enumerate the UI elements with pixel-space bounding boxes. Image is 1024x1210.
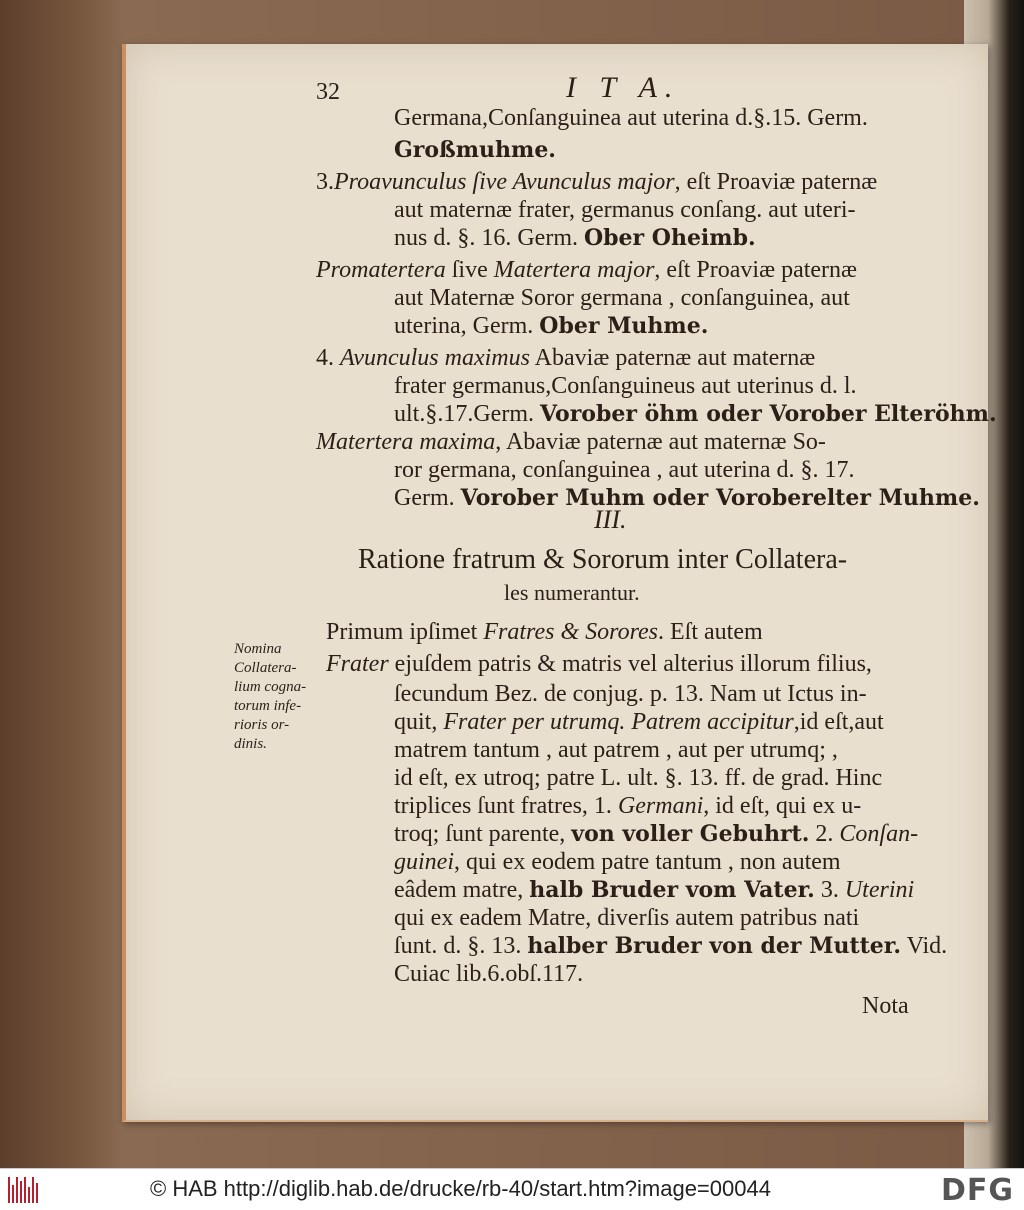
german-term: halb Bruder vom Vater. [529,877,815,903]
german-term: von voller Gebuhrt. [571,821,810,847]
section-heading-line-2: les numerantur. [504,580,640,605]
text-segment: ſive [445,257,494,283]
german-term: Vorober öhm oder Vorober Elteröhm. [539,401,997,427]
latin-term: Matertera major [493,257,655,283]
text-segment: troq; ſunt parente, [394,821,572,847]
upper-line [394,224,756,252]
margin-note-line: Collatera- [234,660,297,676]
body-line [394,764,882,792]
body-line [394,960,583,988]
text-segment: Germana,Conſanguinea aut uterina d.§.15. [394,105,808,131]
section-heading-line-1: Ratione fratrum & Sororum inter Collatera- [358,544,848,575]
text-segment: nus d. §. 16. Germ. [394,225,584,251]
body-line [394,680,867,708]
text-segment: qui ex eadem Matre, diverſis autem patribus nati [394,905,860,931]
text-segment: Vid. [901,933,948,959]
text-segment: id eſt, ex utroq; patre L. ult. §. 13. ff. de grad. Hinc [394,765,883,791]
text-segment: , eſt Proaviæ paternæ [654,257,858,283]
catchword: Nota [862,993,909,1019]
body-line [326,650,872,678]
text-segment: Germ. [807,105,868,131]
body-line [394,932,947,960]
latin-term: Promatertera [316,257,446,283]
text-segment: ror germana, conſanguinea , aut uterina d. §. 17. [394,457,855,483]
text-segment: 4. [316,345,340,371]
text-segment: Abaviæ paternæ aut maternæ [529,345,816,371]
text-segment: , id eſt, qui ex u- [703,793,862,819]
margin-note-line: torum infe- [234,698,302,714]
upper-line [394,456,855,484]
margin-note-line: Nomina [234,641,282,657]
text-segment: matrem tantum , aut patrem , aut per utrumq; , [394,737,838,763]
text-segment: ,id eſt,aut [793,709,884,735]
body-line [394,736,838,764]
latin-term: Conſan- [839,821,919,847]
german-term: Großmuhme. [394,137,556,163]
text-segment: frater germanus,Conſanguineus aut uterinus d. l. [394,373,857,399]
text-segment: ſecundum Bez. de conjug. p. 13. Nam ut Ictus in- [394,681,867,707]
upper-line [394,312,708,340]
text-segment: quit, [394,709,444,735]
german-term: Ober Oheimb. [583,225,756,251]
german-term: Ober Muhme. [539,313,709,339]
text-segment: 3. [814,877,845,903]
body-line [394,820,918,848]
latin-term: Frater [326,651,389,677]
upper-line [316,168,877,196]
text-segment: , Abaviæ paternæ aut maternæ So- [495,429,826,455]
latin-term: Fratres & Sorores [483,619,659,645]
latin-term: Proavunculus ſive Avunculus major [334,169,675,195]
margin-note-line: lium cogna- [234,679,307,695]
german-term: halber Bruder von der Mutter. [527,933,902,959]
dfg-logo: DFG [940,1173,1014,1208]
upper-line [394,136,556,164]
upper-line [394,372,857,400]
latin-term: Avunculus maximus [340,345,530,371]
upper-line [316,428,826,456]
text-segment: 3. [316,169,334,195]
latin-term: guinei [394,849,454,875]
text-segment: aut Maternæ Soror germana , conſanguinea, aut [394,285,850,311]
upper-line [394,400,997,428]
text-segment: eâdem matre, [394,877,530,903]
footer-bar [0,1168,1024,1210]
body-line [394,708,884,736]
latin-term: Uterini [844,877,915,903]
latin-term: Frater per utrumq. Patrem accipitur [443,709,794,735]
text-segment: . Eſt autem [658,619,763,645]
latin-term: Matertera maxima [316,429,496,455]
body-line [394,904,859,932]
upper-line [394,284,850,312]
upper-line [394,196,856,224]
margin-note-line: rioris or- [234,717,290,733]
text-segment: , eſt Proaviæ paternæ [674,169,878,195]
latin-term: Germani [617,793,704,819]
text-segment: aut maternæ frater, germanus conſang. aut uteri- [394,197,856,223]
german-term: Vorober Muhm oder Voroberelter Muhme. [460,485,980,511]
upper-line [316,256,857,284]
margin-note [234,640,306,754]
body-line [394,848,841,876]
text-segment: uterina, Germ. [394,313,540,339]
book-page [122,44,997,1122]
body-line [394,792,861,820]
text-segment: ſunt. d. §. 13. [394,933,528,959]
upper-line [394,484,980,512]
page-number: 32 [316,79,340,105]
text-segment: ult.§.17.Germ. [394,401,540,427]
text-segment: ejuſdem patris & matris vel alterius illorum filius, [388,651,872,677]
text-segment: Germ. [394,485,461,511]
body-line [326,618,763,646]
hab-logo-icon [8,1177,42,1203]
text-segment: triplices ſunt fratres, 1. [394,793,618,819]
text-segment: Primum ipſimet [326,619,484,645]
source-url[interactable]: © HAB http://diglib.hab.de/drucke/rb-40/start.htm?image=00044 [150,1176,771,1201]
running-head: I T A. [566,71,681,104]
body-line [394,876,914,904]
upper-line [316,344,815,372]
text-segment: Cuiac lib.6.obſ.117. [394,961,584,987]
upper-line [394,104,868,132]
section-number: III. [594,505,627,534]
text-segment: , qui ex eodem patre tantum , non autem [454,849,841,875]
text-segment: 2. [809,821,840,847]
margin-note-line: dinis. [234,736,267,752]
